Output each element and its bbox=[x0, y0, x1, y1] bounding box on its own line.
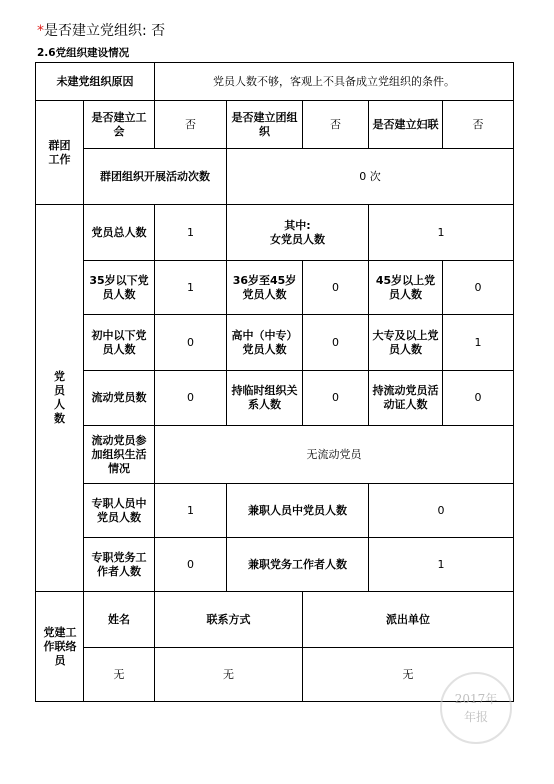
liaison-contact-value: 无 bbox=[155, 648, 303, 702]
over45-value: 0 bbox=[443, 261, 514, 315]
college-value: 1 bbox=[443, 315, 514, 371]
under35-label: 35岁以下党员人数 bbox=[84, 261, 155, 315]
parttime-worker-value: 1 bbox=[369, 538, 514, 592]
junior-label: 初中以下党员人数 bbox=[84, 315, 155, 371]
members-row-5 bbox=[36, 426, 514, 484]
female-value: 1 bbox=[369, 205, 514, 261]
party-org-question-answer: 否 bbox=[151, 23, 166, 39]
party-org-table bbox=[35, 62, 514, 702]
over45-label: 45岁以上党员人数 bbox=[369, 261, 443, 315]
reason-row bbox=[36, 63, 514, 101]
members-title: 党员人数 bbox=[36, 205, 84, 592]
union-value: 否 bbox=[155, 101, 227, 149]
liaison-title: 党建工作联络员 bbox=[36, 592, 84, 702]
mass-org-row-1 bbox=[36, 101, 514, 149]
youth-label: 是否建立团组织 bbox=[227, 101, 303, 149]
female-label-line2: 女党员人数 bbox=[270, 232, 325, 246]
members-row-6 bbox=[36, 484, 514, 538]
women-value: 否 bbox=[443, 101, 514, 149]
liaison-name-label: 姓名 bbox=[84, 592, 155, 648]
members-row-3 bbox=[36, 315, 514, 371]
parttime-label: 兼职人员中党员人数 bbox=[227, 484, 369, 538]
activity-label: 群团组织开展活动次数 bbox=[84, 149, 227, 205]
mass-org-row-2 bbox=[36, 149, 514, 205]
female-label-line1: 其中: bbox=[284, 218, 311, 232]
age36-45-value: 0 bbox=[303, 261, 369, 315]
cert-value: 0 bbox=[443, 371, 514, 426]
senior-label-line1: 高中（中专） bbox=[231, 328, 298, 342]
temp-label: 持临时组织关系人数 bbox=[227, 371, 303, 426]
liaison-name-value: 无 bbox=[84, 648, 155, 702]
parttime-value: 0 bbox=[369, 484, 514, 538]
under35-value: 1 bbox=[155, 261, 227, 315]
cert-label: 持流动党员活动证人数 bbox=[369, 371, 443, 426]
union-label: 是否建立工会 bbox=[84, 101, 155, 149]
members-row-7 bbox=[36, 538, 514, 592]
age36-45-label: 36岁至45岁党员人数 bbox=[227, 261, 303, 315]
floating-label: 流动党员数 bbox=[84, 371, 155, 426]
reason-label: 未建党组织原因 bbox=[36, 63, 155, 101]
senior-label-line2: 党员人数 bbox=[242, 342, 287, 356]
annual-report-stamp bbox=[440, 672, 512, 744]
floating-life-label: 流动党员参加组织生活情况 bbox=[84, 426, 155, 484]
junior-value: 0 bbox=[155, 315, 227, 371]
women-label: 是否建立妇联 bbox=[369, 101, 443, 149]
college-label: 大专及以上党员人数 bbox=[369, 315, 443, 371]
members-row-2 bbox=[36, 261, 514, 315]
liaison-unit-value: 无 bbox=[303, 648, 514, 702]
stamp-label: 年报 bbox=[463, 710, 488, 724]
senior-label bbox=[227, 315, 303, 371]
liaison-unit-label: 派出单位 bbox=[303, 592, 514, 648]
members-row-1 bbox=[36, 205, 514, 261]
youth-value: 否 bbox=[303, 101, 369, 149]
total-value: 1 bbox=[155, 205, 227, 261]
fulltime-label: 专职人员中党员人数 bbox=[84, 484, 155, 538]
total-label: 党员总人数 bbox=[84, 205, 155, 261]
parttime-worker-label: 兼职党务工作者人数 bbox=[227, 538, 369, 592]
party-org-question bbox=[37, 20, 165, 40]
section-title: 2.6党组织建设情况 bbox=[37, 47, 130, 59]
fulltime-worker-label: 专职党务工作者人数 bbox=[84, 538, 155, 592]
required-star: * bbox=[37, 23, 44, 39]
party-org-question-label: 是否建立党组织: bbox=[44, 23, 147, 39]
liaison-row-1 bbox=[36, 592, 514, 648]
mass-org-title: 群团工作 bbox=[36, 101, 84, 205]
floating-value: 0 bbox=[155, 371, 227, 426]
female-label bbox=[227, 205, 369, 261]
reason-value: 党员人数不够，客观上不具备成立党组织的条件。 bbox=[155, 63, 514, 101]
fulltime-value: 1 bbox=[155, 484, 227, 538]
members-row-4 bbox=[36, 371, 514, 426]
temp-value: 0 bbox=[303, 371, 369, 426]
activity-value: 0 次 bbox=[227, 149, 514, 205]
senior-value: 0 bbox=[303, 315, 369, 371]
floating-life-value: 无流动党员 bbox=[155, 426, 514, 484]
stamp-year: 2017年 bbox=[454, 692, 498, 706]
liaison-contact-label: 联系方式 bbox=[155, 592, 303, 648]
fulltime-worker-value: 0 bbox=[155, 538, 227, 592]
